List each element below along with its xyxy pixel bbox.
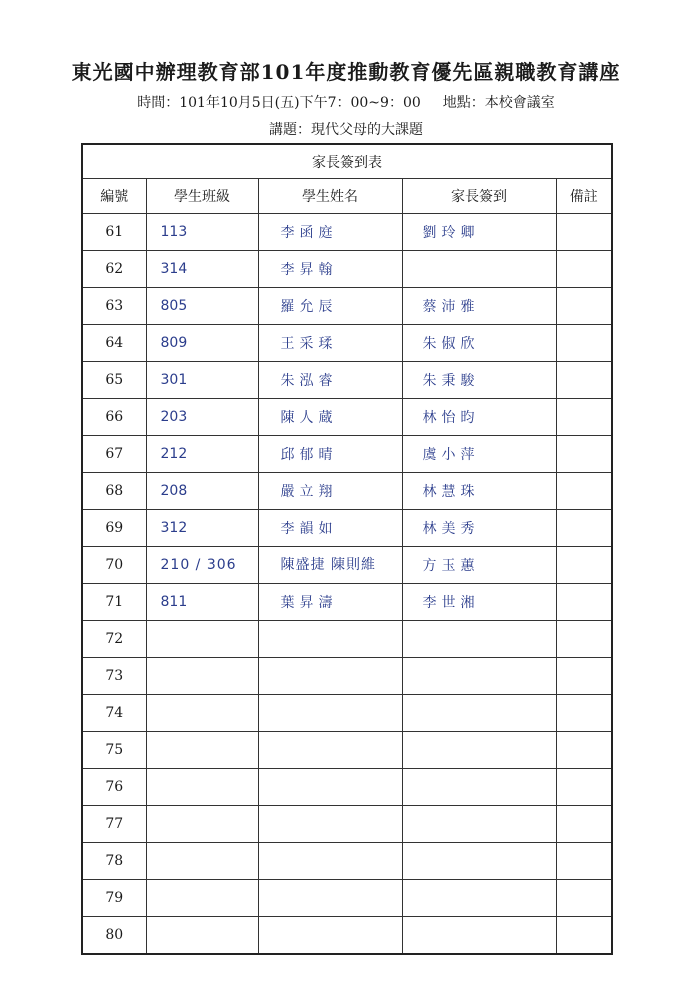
student-name: 李昇翰 [258,251,402,288]
row-number: 73 [82,658,146,695]
table-header-row [82,179,612,214]
parent-signature: 劉玲卿 [402,214,556,251]
row-number: 78 [82,843,146,880]
student-class: 208 [146,473,258,510]
remarks [556,362,612,399]
table-caption: 家長簽到表 [82,144,612,179]
remarks [556,695,612,732]
parent-signature: 林慧珠 [402,473,556,510]
row-number: 68 [82,473,146,510]
parent-signature: 方玉蕙 [402,547,556,584]
table-row [82,362,612,399]
remarks [556,917,612,955]
table-row [82,584,612,621]
student-name: 葉昇濤 [258,584,402,621]
parent-signature [402,251,556,288]
table-row [82,917,612,955]
row-number: 70 [82,547,146,584]
student-name: 邱郁晴 [258,436,402,473]
event-time: 時間：101年10月5日(五)下午7：00~9：00 [137,95,421,111]
row-number: 67 [82,436,146,473]
column-header-parent-signature: 家長簽到 [402,179,556,214]
table-row [82,510,612,547]
student-class [146,843,258,880]
student-name: 羅允辰 [258,288,402,325]
event-location: 地點：本校會議室 [442,95,555,111]
document-title: 東光國中辦理教育部101年度推動教育優先區親職教育講座 [71,60,621,84]
parent-signature [402,917,556,955]
remarks [556,584,612,621]
remarks [556,436,612,473]
parent-signature [402,843,556,880]
remarks [556,621,612,658]
student-class: 809 [146,325,258,362]
student-class: 212 [146,436,258,473]
parent-signature [402,732,556,769]
student-class [146,732,258,769]
parent-signature [402,769,556,806]
student-class: 314 [146,251,258,288]
student-name [258,658,402,695]
table-row [82,325,612,362]
student-class: 113 [146,214,258,251]
parent-signature: 虞小萍 [402,436,556,473]
parent-signature [402,880,556,917]
table-row [82,769,612,806]
student-name [258,806,402,843]
row-number: 71 [82,584,146,621]
event-info [0,92,692,112]
table-row [82,547,612,584]
row-number: 61 [82,214,146,251]
remarks [556,769,612,806]
student-class: 805 [146,288,258,325]
student-class: 210 / 306 [146,547,258,584]
table-row [82,843,612,880]
remarks [556,510,612,547]
row-number: 80 [82,917,146,955]
sign-in-table [81,143,613,955]
student-class: 203 [146,399,258,436]
remarks [556,806,612,843]
student-class [146,769,258,806]
row-number: 75 [82,732,146,769]
row-number: 65 [82,362,146,399]
table-row [82,251,612,288]
table-row [82,658,612,695]
student-name: 朱泓睿 [258,362,402,399]
student-class [146,917,258,955]
student-name: 嚴立翔 [258,473,402,510]
remarks [556,880,612,917]
student-name [258,843,402,880]
remarks [556,399,612,436]
column-header-class: 學生班級 [146,179,258,214]
student-name: 李韻如 [258,510,402,547]
parent-signature: 林怡昀 [402,399,556,436]
student-class: 301 [146,362,258,399]
student-name [258,695,402,732]
student-class [146,806,258,843]
table-row [82,399,612,436]
row-number: 62 [82,251,146,288]
column-header-remarks: 備註 [556,179,612,214]
row-number: 66 [82,399,146,436]
remarks [556,732,612,769]
remarks [556,288,612,325]
row-number: 79 [82,880,146,917]
row-number: 69 [82,510,146,547]
remarks [556,658,612,695]
table-row [82,806,612,843]
table-row [82,288,612,325]
student-class: 312 [146,510,258,547]
student-name [258,769,402,806]
student-class [146,621,258,658]
column-header-student-name: 學生姓名 [258,179,402,214]
student-name [258,732,402,769]
remarks [556,473,612,510]
table-caption-row [82,144,612,179]
row-number: 63 [82,288,146,325]
column-header-number: 編號 [82,179,146,214]
student-class [146,695,258,732]
parent-signature: 蔡沛雅 [402,288,556,325]
parent-signature [402,658,556,695]
student-name: 陳盛捷 陳則維 [258,547,402,584]
table-row [82,880,612,917]
student-class [146,880,258,917]
student-name: 陳人蔵 [258,399,402,436]
table-row [82,732,612,769]
row-number: 76 [82,769,146,806]
parent-signature: 朱俶欣 [402,325,556,362]
remarks [556,325,612,362]
parent-signature: 李世湘 [402,584,556,621]
student-class [146,658,258,695]
remarks [556,547,612,584]
lecture-topic: 講題：現代父母的大課題 [269,122,423,138]
student-name: 李函庭 [258,214,402,251]
remarks [556,214,612,251]
parent-signature [402,695,556,732]
table-row [82,621,612,658]
table-row [82,436,612,473]
parent-signature [402,621,556,658]
table-row [82,214,612,251]
remarks [556,843,612,880]
row-number: 64 [82,325,146,362]
parent-signature [402,806,556,843]
student-name [258,621,402,658]
student-class: 811 [146,584,258,621]
parent-signature: 朱秉駿 [402,362,556,399]
student-name: 王采瑈 [258,325,402,362]
table-row [82,695,612,732]
parent-signature: 林美秀 [402,510,556,547]
remarks [556,251,612,288]
table-row [82,473,612,510]
student-name [258,880,402,917]
student-name [258,917,402,955]
row-number: 74 [82,695,146,732]
row-number: 72 [82,621,146,658]
row-number: 77 [82,806,146,843]
